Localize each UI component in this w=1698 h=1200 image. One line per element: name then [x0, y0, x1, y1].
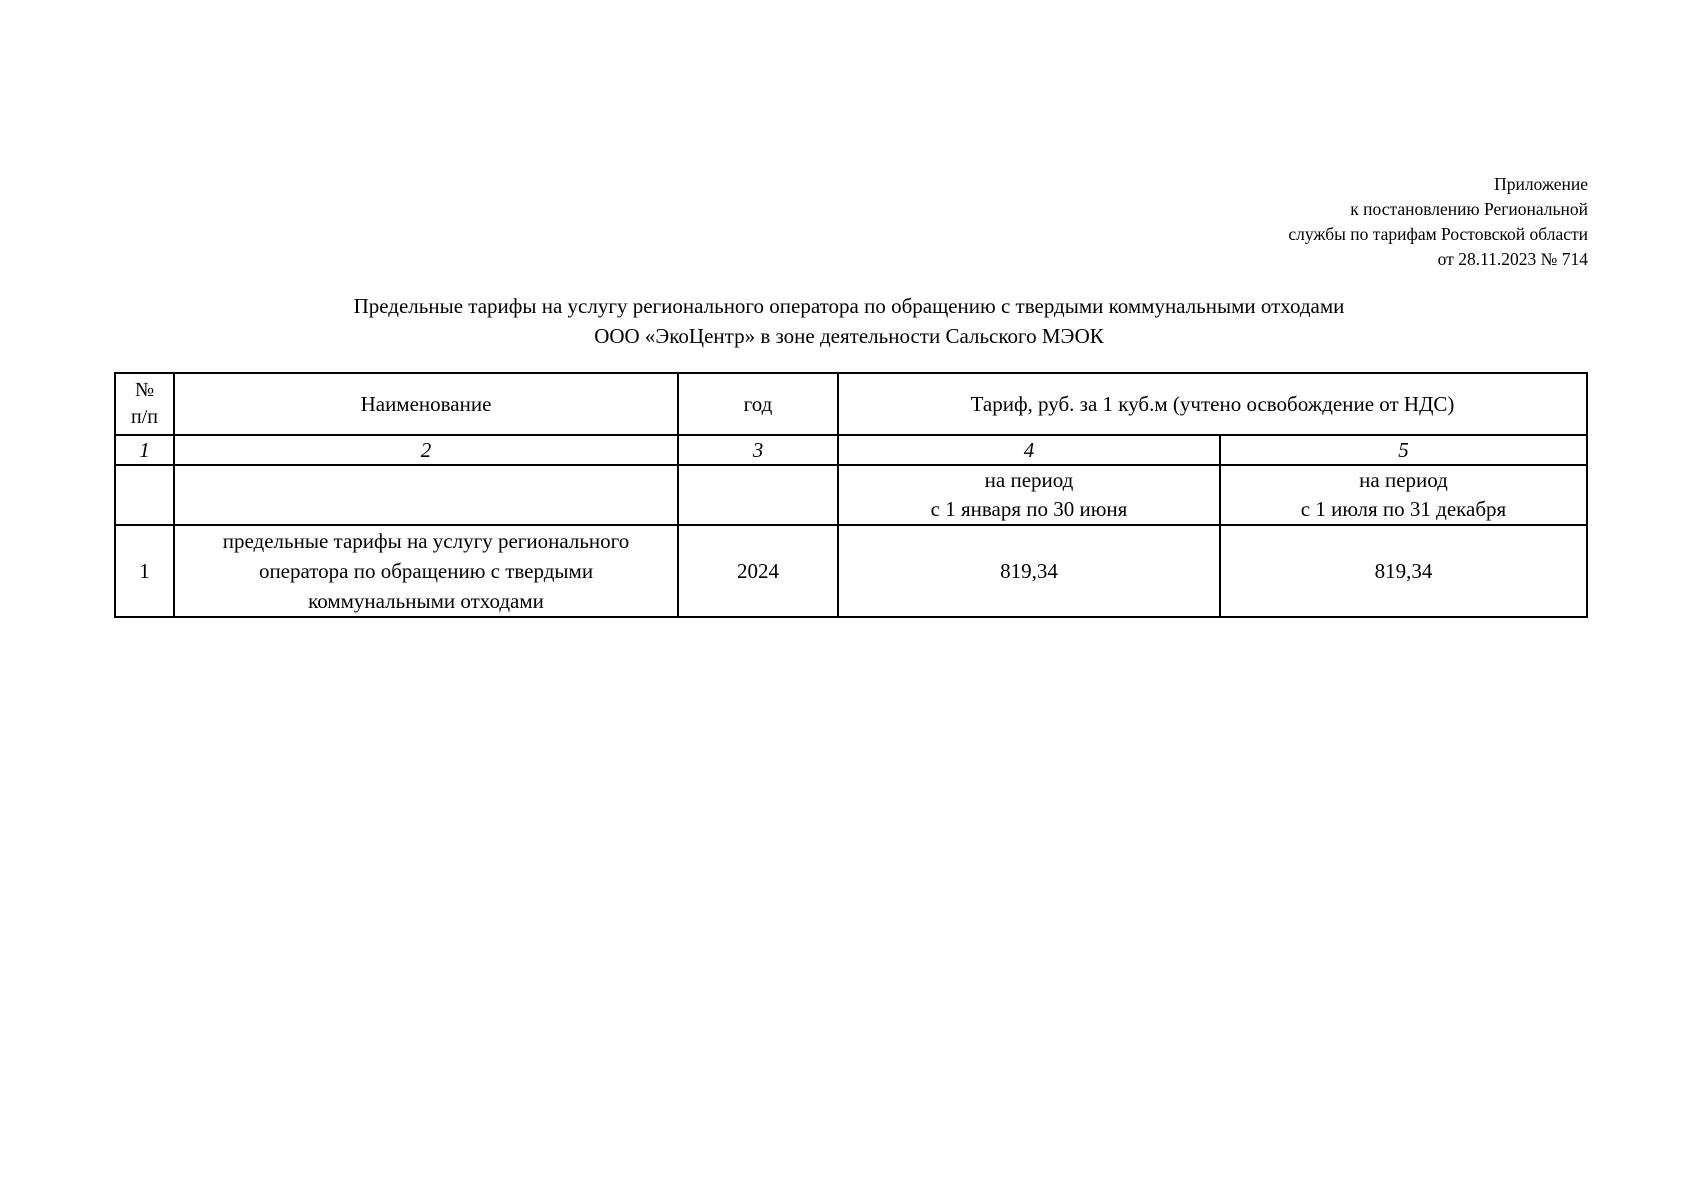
column-number: 4 [838, 435, 1220, 465]
appendix-line: к постановлению Региональной [1350, 199, 1588, 219]
empty-cell [678, 465, 838, 525]
appendix-line: службы по тарифам Ростовской области [1288, 224, 1588, 244]
header-number-line2: п/п [131, 406, 158, 428]
row-name-line3: коммунальными отходами [308, 589, 544, 613]
period-second-line2: с 1 июля по 31 декабря [1300, 497, 1507, 521]
document-title [0, 291, 1698, 351]
empty-cell [174, 465, 678, 525]
row-year: 2024 [678, 525, 838, 617]
column-number: 3 [678, 435, 838, 465]
row-name-line2: оператора по обращению с твердыми [258, 559, 594, 583]
period-row [115, 465, 1587, 525]
column-number-row [115, 435, 1587, 465]
tariff-table [114, 372, 1588, 618]
row-tariff-first-half: 819,34 [838, 525, 1220, 617]
period-first-line2: с 1 января по 30 июня [930, 497, 1128, 521]
appendix-line: Приложение [1494, 174, 1588, 194]
empty-cell [115, 465, 174, 525]
table-row [115, 525, 1587, 617]
title-line-2: ООО «ЭкоЦентр» в зоне деятельности Сальского МЭОК [594, 324, 1104, 348]
column-number: 2 [174, 435, 678, 465]
column-number: 5 [1220, 435, 1587, 465]
column-number: 1 [115, 435, 174, 465]
table-header-row [115, 373, 1587, 435]
period-first-half [838, 465, 1220, 525]
appendix-block [1288, 172, 1588, 272]
period-first-line1: на период [984, 468, 1074, 492]
header-year: год [678, 373, 838, 435]
row-name [174, 525, 678, 617]
row-tariff-second-half: 819,34 [1220, 525, 1587, 617]
row-name-line1: предельные тарифы на услугу регионального [222, 529, 630, 553]
row-number: 1 [115, 525, 174, 617]
appendix-line: от 28.11.2023 № 714 [1437, 249, 1588, 269]
header-number-line1: № [134, 379, 155, 401]
header-tariff: Тариф, руб. за 1 куб.м (учтено освобождение от НДС) [838, 373, 1587, 435]
header-name: Наименование [174, 373, 678, 435]
period-second-line1: на период [1359, 468, 1448, 492]
header-number [115, 373, 174, 435]
title-line-1: Предельные тарифы на услугу регионального оператора по обращению с твердыми коммунальными отходами [353, 294, 1345, 318]
period-second-half [1220, 465, 1587, 525]
